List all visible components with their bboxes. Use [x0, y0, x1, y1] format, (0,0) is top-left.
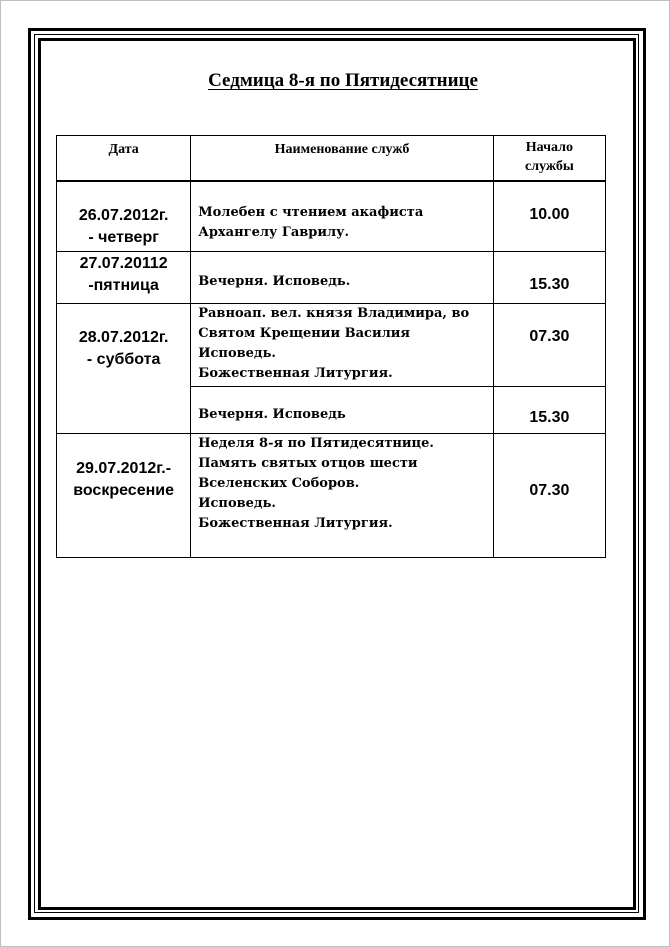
- document-title: Седмица 8-я по Пятидесятнице: [208, 70, 478, 91]
- services-cell: Молебен с чтением акафиста Архангелу Гаврилу.: [191, 182, 494, 252]
- header-services: Наименование служб: [191, 136, 494, 181]
- services-cell: Неделя 8-я по Пятидесятнице. Память святых отцов шести Вселенских Соборов. Исповедь. Божественная Литургия.: [191, 434, 494, 558]
- services-cell: Вечерня. Исповедь: [191, 387, 494, 434]
- time-cell: 07.30: [493, 304, 605, 387]
- table-row: [57, 434, 606, 558]
- schedule-table: [56, 135, 606, 558]
- header-date: Дата: [57, 136, 191, 181]
- table-row: [57, 182, 606, 252]
- table-row: [57, 304, 606, 387]
- date-cell: 26.07.2012г. - четверг: [57, 182, 191, 252]
- table-header-row: [57, 136, 606, 181]
- time-cell: 10.00: [493, 182, 605, 252]
- time-cell: 15.30: [493, 387, 605, 434]
- time-cell: 15.30: [493, 252, 605, 304]
- services-cell: Равноап. вел. князя Владимира, во Святом Крещении Василия Исповедь. Божественная Литургия.: [191, 304, 494, 387]
- table-row: [57, 252, 606, 304]
- header-start-time: Начало службы: [493, 136, 605, 181]
- date-cell: 27.07.20112 -пятница: [57, 252, 191, 304]
- date-cell: 29.07.2012г.- воскресение: [57, 434, 191, 558]
- date-cell: 28.07.2012г. - суббота: [57, 304, 191, 434]
- services-cell: Вечерня. Исповедь.: [191, 252, 494, 304]
- time-cell: 07.30: [493, 434, 605, 558]
